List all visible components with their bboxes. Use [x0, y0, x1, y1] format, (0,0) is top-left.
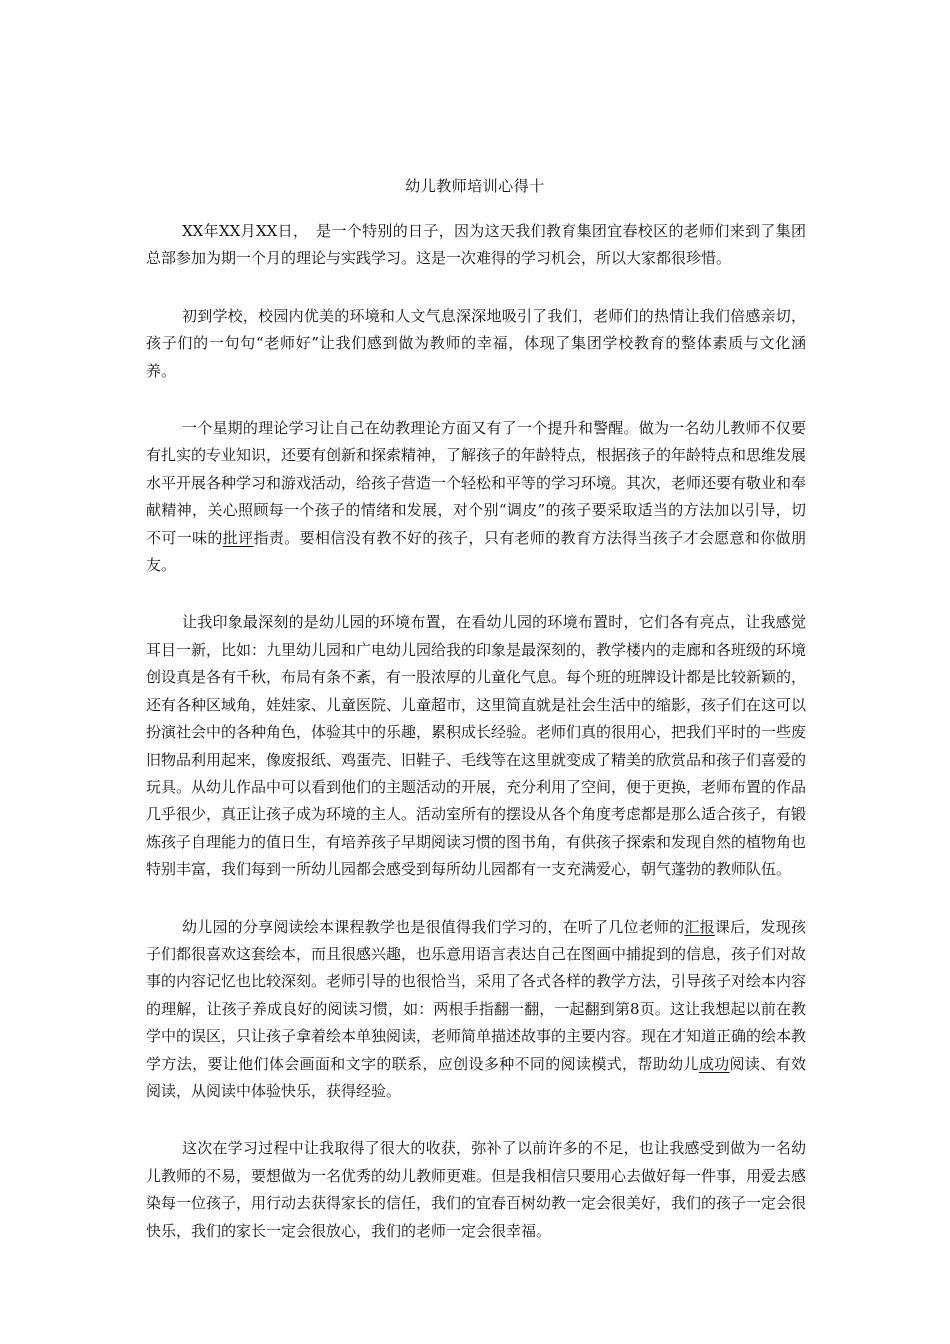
paragraph-text: XX年XX月XX日， 是一个特别的日子，因为这天我们教育集团宜春校区的老师们来到了集团总部参加为期一个月的理论与实践学习。这是一次难得的学习机会，所以大家都很珍惜。 [146, 222, 806, 268]
document-body [146, 218, 806, 1275]
paragraph-text: 让我印象最深刻的是幼儿园的环境布置，在看幼儿园的环境布置时，它们各有亮点，让我感觉耳目一新，比如：九里幼儿园和广电幼儿园给我的印象是最深刻的，教学楼内的走廊和各班级的环境创设真是各有千秋，布局有条不紊，有一股浓厚的儿童化气息。每个班的班牌设计都是比较新颖的，还有各种区域角，娃娃家、儿童医院、儿童超市，这里简直就是社会生活中的缩影，孩子们在这可以扮演社会中的各种角色，体验其中的乐趣，累积成长经验。老师们真的很用心，把我们平时的一些废旧物品利用起来，像废报纸、鸡蛋壳、旧鞋子、毛线等在这里就变成了精美的欣赏品和孩子们喜爱的玩具。从幼儿作品中可以看到他们的主题活动的开展，充分利用了空间，便于更换，老师布置的作品几乎很少，真正让孩子成为环境的主人。活动室所有的摆设从各个角度考虑都是那么适合孩子，有锻炼孩子自理能力的值日生，有培养孩子早期阅读习惯的图书角，有供孩子探索和发现自然的植物角也特别丰富，我们每到一所幼儿园都会感受到每所幼儿园都有一支充满爱心，朝气蓬勃的教师队伍。 [146, 613, 807, 879]
paragraph [146, 218, 806, 273]
paragraph-text: 初到学校，校园内优美的环境和人文气息深深地吸引了我们，老师们的热情让我们倍感亲切，孩子们的一句句“老师好”让我们感到做为教师的幸福，体现了集团学校教育的整体素质与文化涵养。 [146, 306, 806, 380]
paragraph [146, 303, 806, 385]
inline-link[interactable]: 批评 [222, 528, 254, 547]
paragraph-text: 这次在学习过程中让我取得了很大的收获，弥补了以前许多的不足，也让我感受到做为一名幼儿教师的不易，要想做为一名优秀的幼儿教师更难。但是我相信只要用心去做好每一件事，用爱去感染每一位孩子，用行动去获得家长的信任，我们的宜春百树幼教一定会很美好，我们的孩子一定会很快乐，我们的家长一定会很放心，我们的老师一定会很幸福。 [146, 1139, 807, 1240]
paragraph-text: 课后，发现孩子们都很喜欢这套绘本，而且很感兴趣，也乐意用语言表达自己在图画中捕捉到的信息，孩子们对故事的内容记忆也比较深刻。老师引导的也很恰当，采用了各式各样的教学方法，引导孩子对绘本内容的理解，让孩子养成良好的阅读习惯，如：两根手指翻一翻，一起翻到第8页。这让我想起以前在教学中的误区，只让孩子拿着绘本单独阅读，老师简单描述故事的主要内容。现在才知道正确的绘本教学方法，要让他们体会画面和文字的联系，应创设多种不同的阅读模式，帮助幼儿 [146, 917, 807, 1073]
document-title: 幼儿教师培训心得十 [405, 177, 545, 195]
paragraph [146, 609, 806, 883]
inline-link[interactable]: 成功 [698, 1054, 730, 1073]
paragraph-text: 指责。要相信没有教不好的孩子，只有老师的教育方法得当孩子才会愿意和你做朋友。 [146, 528, 806, 575]
paragraph [146, 1135, 806, 1245]
paragraph-text: 阅读、有效阅读，从阅读中体验快乐，获得经验。 [146, 1054, 806, 1100]
paragraph [146, 914, 806, 1106]
paragraph-text: 幼儿园的分享阅读绘本课程教学也是很值得我们学习的，在听了几位老师的 [182, 917, 685, 936]
paragraph-text: 一个星期的理论学习让自己在幼教理论方面又有了一个提升和警醒。做为一名幼儿教师不仅要有扎实的专业知识，还要有创新和探索精神，了解孩子的年龄特点，根据孩子的年龄特点和思维发展水平开展各种学习和游戏活动，给孩子营造一个轻松和平等的学习环境。其次，老师还要有敬业和奉献精神，关心照顾每一个孩子的情绪和发展，对个别“调皮”的孩子要采取适当的方法加以引导，切不可一味的 [146, 419, 807, 547]
inline-link[interactable]: 汇报 [684, 917, 715, 936]
paragraph [146, 415, 806, 579]
